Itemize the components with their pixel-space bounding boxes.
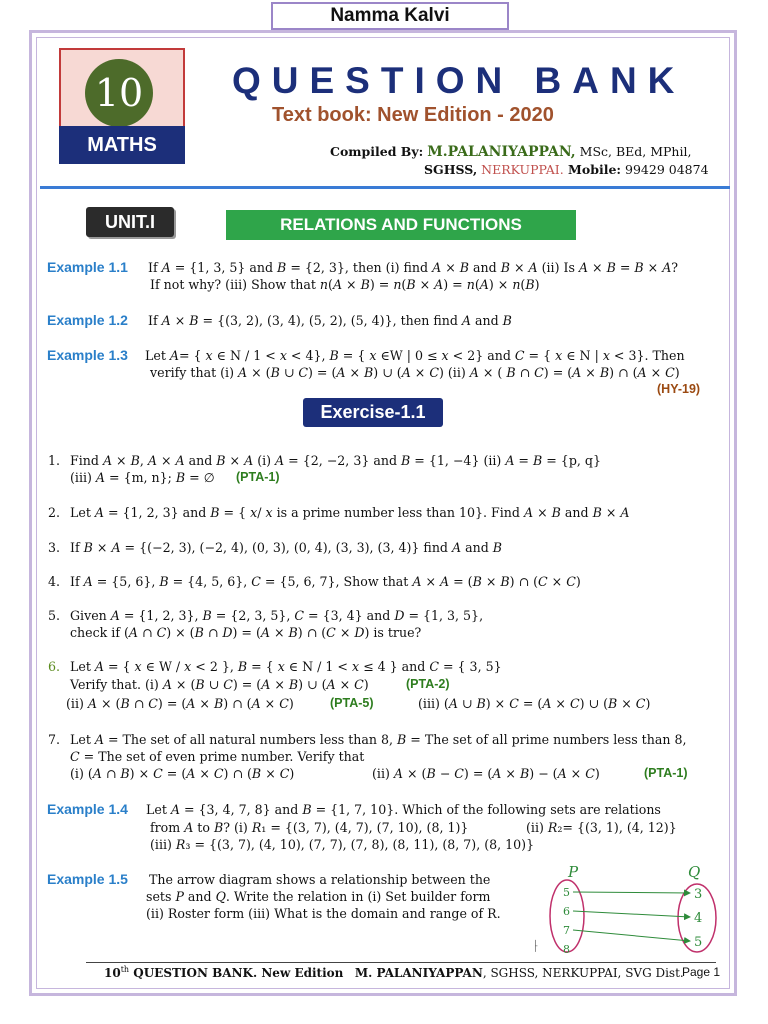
example-text-line: If not why? (iii) Show that 𝑛(𝐴 × 𝐵) = 𝑛(𝐵 × 𝐴) = 𝑛(𝐴) × 𝑛(𝐵) [150,277,540,292]
mobile-label: Mobile: [563,162,622,177]
example-text-line: If 𝐴 = {1, 3, 5} and 𝐵 = {2, 3}, then (i) find 𝐴 × 𝐵 and 𝐵 × 𝐴 (ii) Is 𝐴 × 𝐵 = 𝐵 × 𝐴? [148,260,679,275]
exercise-text-line: Verify that. (i) 𝐴 × (𝐵 ∪ 𝐶) = (𝐴 × 𝐵) ∪ (𝐴 × 𝐶) [70,677,369,692]
footer-divider [86,962,716,963]
exercise-text-line: (iii) 𝐴 = {m, n}; 𝐵 = ∅ [70,470,215,485]
example-label: Example 1.5 [47,871,128,887]
exercise-number: 3. [48,540,61,555]
set-p-label: P [568,863,579,881]
example-label: Example 1.2 [47,312,128,328]
set-q-element: 5 [694,935,703,950]
example-label: Example 1.1 [47,259,128,275]
footer-author: M. PALANIYAPPAN [354,966,483,980]
page-number: Page 1 [682,965,721,979]
exam-tag: (HY-19) [657,382,701,396]
exam-tag: (PTA-1) [236,470,280,484]
exercise-text-line: Find 𝐴 × 𝐵, 𝐴 × 𝐴 and 𝐵 × 𝐴 (i) 𝐴 = {2, −2, 3} and 𝐵 = {1, −4} (ii) 𝐴 = 𝐵 = {p, q} [70,453,601,468]
exercise-text-line: If 𝐵 × 𝐴 = {(−2, 3), (−2, 4), (0, 3), (0, 4), (3, 3), (3, 4)} find 𝐴 and 𝐵 [70,540,503,555]
exercise-text-line: If 𝐴 = {5, 6}, 𝐵 = {4, 5, 6}, 𝐶 = {5, 6, 7}, Show that 𝐴 × 𝐴 = (𝐵 × 𝐵) ∩ (𝐶 × 𝐶) [70,574,581,589]
grade-number: 10 [85,59,153,127]
compiler-line-1 [330,144,691,160]
school-place: NERKUPPAI. [477,162,564,177]
text-cursor: ⸠ [533,938,540,952]
exam-tag: (PTA-5) [330,696,374,710]
example-text-line: The arrow diagram shows a relationship between the [149,872,491,887]
header-divider [40,186,730,189]
exercise-text-line: Given 𝐴 = {1, 2, 3}, 𝐵 = {2, 3, 5}, 𝐶 = {3, 4} and 𝐷 = {1, 3, 5}, [70,608,484,623]
exercise-number: 2. [48,505,61,520]
set-p-element: 6 [563,905,570,918]
exercise-text-line: (ii) 𝐴 × (𝐵 ∩ 𝐶) = (𝐴 × 𝐵) ∩ (𝐴 × 𝐶) [66,696,294,711]
exercise-title: Exercise-1.1 [303,398,443,427]
example-label: Example 1.3 [47,347,128,363]
example-text-line: Let 𝐴 = {3, 4, 7, 8} and 𝐵 = {1, 7, 10}. Which of the following sets are relations [146,802,661,817]
school-name: SGHSS, [424,162,478,177]
mapping-arrow [573,930,690,941]
mapping-arrow [573,911,690,917]
exercise-number: 4. [48,574,61,589]
example-text-line: (ii) Roster form (iii) What is the domain and range of R. [146,906,501,921]
exercise-text-line: (iii) (𝐴 ∪ 𝐵) × 𝐶 = (𝐴 × 𝐶) ∪ (𝐵 × 𝐶) [418,696,651,711]
exercise-text-line: Let 𝐴 = {1, 2, 3} and 𝐵 = { 𝑥/ 𝑥 is a prime number less than 10}. Find 𝐴 × 𝐵 and 𝐵 × 𝐴 [70,505,630,520]
unit-label: UNIT.I [86,207,174,237]
example-text-line: verify that (i) 𝐴 × (𝐵 ∪ 𝐶) = (𝐴 × 𝐵) ∪ (𝐴 × 𝐶) (ii) 𝐴 × ( 𝐵 ∩ 𝐶) = (𝐴 × 𝐵) ∩ (𝐴 × 𝐶) [150,365,680,380]
unit-title: RELATIONS AND FUNCTIONS [226,210,576,240]
set-q-element: 4 [694,911,703,926]
set-p-element: 5 [563,886,570,899]
compiler-line-2 [424,162,709,177]
exercise-text-line: 𝐶 = The set of even prime number. Verify that [70,749,365,764]
exercise-text-line: (ii) 𝐴 × (𝐵 − 𝐶) = (𝐴 × 𝐵) − (𝐴 × 𝐶) [372,766,600,781]
exam-tag: (PTA-2) [406,677,450,691]
example-text-line: (iii) 𝑅₃ = {(3, 7), (4, 10), (7, 7), (7, 8), (8, 11), (8, 7), (8, 10)} [150,837,535,852]
set-q-element: 3 [694,887,703,902]
mapping-arrow [573,892,690,893]
exercise-number: 6. [48,659,61,674]
exercise-number: 1. [48,453,61,468]
page-subtitle: Text book: New Edition - 2020 [272,104,554,126]
exercise-text-line: (i) (𝐴 ∩ 𝐵) × 𝐶 = (𝐴 × 𝐶) ∩ (𝐵 × 𝐶) [70,766,295,781]
example-text-line: sets 𝑃 and 𝑄. Write the relation in (i) Set builder form [146,889,491,904]
mobile-number: 99429 04874 [621,162,709,177]
exercise-text-line: Let 𝐴 = { 𝑥 ∈ W / 𝑥 < 2 }, 𝐵 = { 𝑥 ∈ N / 1 < 𝑥 ≤ 4 } and 𝐶 = { 3, 5} [70,659,502,674]
site-name-badge: Namma Kalvi [271,2,509,30]
compiled-by-label: Compiled By: [330,144,424,159]
subject-label: MATHS [59,126,185,164]
example-text-line: from 𝐴 to 𝐵? (i) 𝑅₁ = {(3, 7), (4, 7), (7, 10), (8, 1)} [150,820,469,835]
exercise-text-line: Let 𝐴 = The set of all natural numbers less than 8, 𝐵 = The set of all prime numbers less than 8, [70,732,687,747]
page-title: QUESTION BANK [232,60,686,101]
set-p-element: 7 [563,924,570,937]
set-p-element: 8 [563,943,570,956]
example-text-line: Let 𝐴= { 𝑥 ∈ N / 1 < 𝑥 < 4}, 𝐵 = { 𝑥 ∈W | 0 ≤ 𝑥 < 2} and 𝐶 = { 𝑥 ∈ N | 𝑥 < 3}. Then [145,348,685,363]
exam-tag: (PTA-1) [644,766,688,780]
example-label: Example 1.4 [47,801,128,817]
exercise-number: 5. [48,608,61,623]
example-text-line: (ii) 𝑅₂= {(3, 1), (4, 12)} [526,820,677,835]
author-name: M.PALANIYAPPAN, [427,144,576,160]
author-qualifications: MSc, BEd, MPhil, [575,144,692,159]
footer-school: , SGHSS, NERKUPPAI, SVG Dist. [482,966,684,980]
footer-text: 10th QUESTION BANK. New Edition M. PALANIYAPPAN, SGHSS, NERKUPPAI, SVG Dist. [104,965,684,980]
example-text-line: If 𝐴 × 𝐵 = {(3, 2), (3, 4), (5, 2), (5, 4)}, then find 𝐴 and 𝐵 [148,313,512,328]
set-q-label: Q [688,863,701,881]
arrow-diagram [528,862,728,958]
exercise-text-line: check if (𝐴 ∩ 𝐶) × (𝐵 ∩ 𝐷) = (𝐴 × 𝐵) ∩ (𝐶 × 𝐷) is true? [70,625,422,640]
exercise-number: 7. [48,732,61,747]
